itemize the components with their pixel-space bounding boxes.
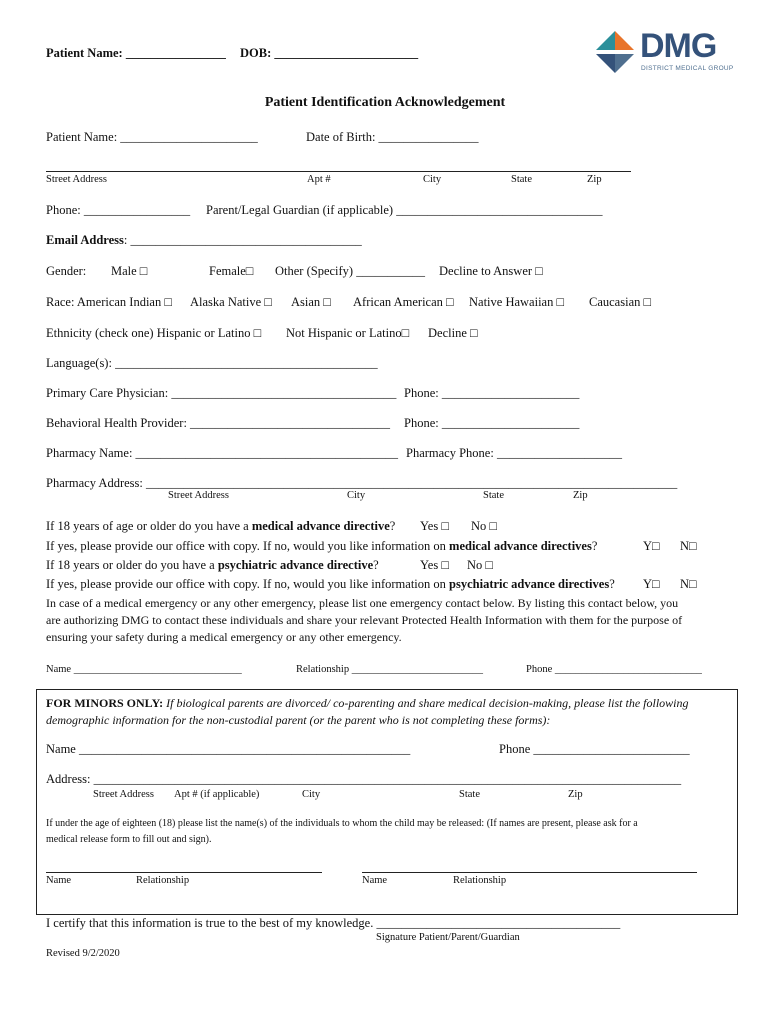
- race-caucasian-checkbox[interactable]: Caucasian □: [589, 295, 652, 309]
- language-field[interactable]: Language(s): __________________________________________: [46, 356, 378, 370]
- minors-zip-label: Zip: [568, 789, 583, 800]
- emergency-text-line-2: are authorizing DMG to contact these individuals and share your relevant Protected Health Information with them for the purpose of: [46, 613, 683, 627]
- minors-name-field[interactable]: Name _____________________________________________________: [46, 742, 411, 756]
- pcp-field[interactable]: Primary Care Physician: ____________________________________: [46, 386, 397, 400]
- street-address-line[interactable]: [46, 171, 631, 172]
- medical-directive-no-checkbox[interactable]: No □: [471, 519, 497, 533]
- minors-heading: FOR MINORS ONLY:: [46, 696, 164, 710]
- minors-address-field[interactable]: Address: ______________________________________________________________________________________________: [46, 773, 682, 786]
- street-address-label: Street Address: [46, 174, 107, 185]
- psychiatric-info-yes-checkbox[interactable]: Y□: [643, 577, 660, 591]
- header-dob: DOB: _______________________: [240, 46, 419, 60]
- minors-state-label: State: [459, 789, 480, 800]
- gender-label: Gender:: [46, 264, 87, 278]
- dmg-logo-icon: [594, 29, 636, 75]
- city-label: City: [423, 174, 442, 185]
- gender-male-checkbox[interactable]: Male □: [111, 264, 148, 278]
- pharmacy-street-label: Street Address: [168, 490, 229, 501]
- state-label: State: [511, 174, 532, 185]
- zip-label: Zip: [587, 174, 602, 185]
- race-american-indian-checkbox[interactable]: Race: American Indian □: [46, 295, 172, 309]
- minors-phone-field[interactable]: Phone _________________________: [499, 742, 690, 756]
- emergency-text-line-1: In case of a medical emergency or any other emergency, please list one emergency contact below. By listing this contact below, you: [46, 596, 679, 610]
- medical-info-no-checkbox[interactable]: N□: [680, 539, 697, 553]
- minors-heading-line: FOR MINORS ONLY: If biological parents are divorced/ co-parenting and share medical decision-making, please list the following: [46, 696, 689, 710]
- ethnicity-not-hispanic-checkbox[interactable]: Not Hispanic or Latino□: [286, 326, 410, 340]
- page-title: Patient Identification Acknowledgement: [264, 95, 506, 110]
- patient-name-field[interactable]: Patient Name: ______________________: [46, 130, 258, 144]
- certify-statement[interactable]: I certify that this information is true to the best of my knowledge. _______________________________________: [46, 916, 621, 930]
- email-field[interactable]: [46, 234, 362, 247]
- release-relationship-label-right: Relationship: [453, 875, 507, 886]
- medical-directive-question: If 18 years of age or older do you have a medical advance directive?: [46, 519, 396, 533]
- release-name-label-left: Name: [46, 875, 72, 886]
- gender-decline-checkbox[interactable]: Decline to Answer □: [439, 264, 543, 278]
- date-of-birth-field[interactable]: Date of Birth: ________________: [306, 130, 479, 144]
- psychiatric-directive-yes-checkbox[interactable]: Yes □: [420, 558, 449, 572]
- emergency-phone-field[interactable]: Phone ____________________________: [526, 664, 702, 675]
- psychiatric-directive-info-question: If yes, please provide our office with copy. If no, would you like information on psychiatric advance directives?: [46, 577, 615, 591]
- psychiatric-directive-no-checkbox[interactable]: No □: [467, 558, 493, 572]
- pharmacy-zip-label: Zip: [573, 490, 588, 501]
- psychiatric-info-no-checkbox[interactable]: N□: [680, 577, 697, 591]
- revised-date: Revised 9/2/2020: [46, 948, 120, 959]
- pharmacy-address-field[interactable]: Pharmacy Address: _____________________________________________________________________________________: [46, 477, 678, 490]
- release-text-line-1: If under the age of eighteen (18) please list the name(s) of the individuals to whom the child may be released: (If names are present, please ask for a: [46, 818, 638, 829]
- release-relationship-label-left: Relationship: [136, 875, 190, 886]
- medical-info-yes-checkbox[interactable]: Y□: [643, 539, 660, 553]
- guardian-field[interactable]: Parent/Legal Guardian (if applicable) _________________________________: [206, 203, 603, 217]
- ethnicity-decline-checkbox[interactable]: Decline □: [428, 326, 478, 340]
- release-name-label-right: Name: [362, 875, 388, 886]
- minors-text-line-2: demographic information for the non-custodial parent (or the parent who is not completing these forms):: [46, 713, 551, 727]
- logo-subtitle: DISTRICT MEDICAL GROUP: [641, 65, 734, 72]
- pharmacy-state-label: State: [483, 490, 504, 501]
- minors-city-label: City: [302, 789, 321, 800]
- pcp-phone-field[interactable]: Phone: ______________________: [404, 386, 580, 400]
- ethnicity-hispanic-checkbox[interactable]: Ethnicity (check one) Hispanic or Latino □: [46, 326, 262, 340]
- medical-directive-info-question: If yes, please provide our office with copy. If no, would you like information on medical advance directives?: [46, 539, 598, 553]
- pharmacy-phone-field[interactable]: Pharmacy Phone: ____________________: [406, 446, 622, 460]
- release-line-left[interactable]: [46, 872, 322, 873]
- apt-label: Apt #: [307, 174, 331, 185]
- bh-provider-field[interactable]: Behavioral Health Provider: ________________________________: [46, 416, 391, 430]
- pharmacy-city-label: City: [347, 490, 366, 501]
- header-patient-name: Patient Name: ________________: [46, 46, 226, 60]
- gender-other-field[interactable]: Other (Specify) ___________: [275, 264, 425, 278]
- race-african-american-checkbox[interactable]: African American □: [353, 295, 454, 309]
- minors-street-label: Street Address: [93, 789, 154, 800]
- dmg-logo: [594, 27, 742, 77]
- emergency-text-line-3: ensuring your safety during a medical emergency or any other emergency.: [46, 630, 402, 644]
- race-asian-checkbox[interactable]: Asian □: [291, 295, 331, 309]
- release-text-line-2: medical release form to fill out and sign).: [46, 834, 212, 845]
- race-alaska-native-checkbox[interactable]: Alaska Native □: [190, 295, 272, 309]
- medical-directive-yes-checkbox[interactable]: Yes □: [420, 519, 449, 533]
- logo-name: DMG: [640, 27, 717, 65]
- email-line: : _____________________________________: [123, 233, 362, 247]
- signature-label: Signature Patient/Parent/Guardian: [376, 932, 520, 943]
- email-label: Email Address: [46, 233, 124, 247]
- race-native-hawaiian-checkbox[interactable]: Native Hawaiian □: [469, 295, 565, 309]
- minors-apt-label: Apt # (if applicable): [174, 789, 260, 800]
- pharmacy-name-field[interactable]: Pharmacy Name: __________________________________________: [46, 446, 399, 460]
- bh-phone-field[interactable]: Phone: ______________________: [404, 416, 580, 430]
- phone-field[interactable]: Phone: _________________: [46, 203, 191, 217]
- gender-female-checkbox[interactable]: Female□: [209, 264, 254, 278]
- release-line-right[interactable]: [362, 872, 697, 873]
- psychiatric-directive-question: If 18 years or older do you have a psychiatric advance directive?: [46, 558, 379, 572]
- emergency-relationship-field[interactable]: Relationship _________________________: [296, 664, 483, 675]
- emergency-name-field[interactable]: Name ________________________________: [46, 664, 242, 675]
